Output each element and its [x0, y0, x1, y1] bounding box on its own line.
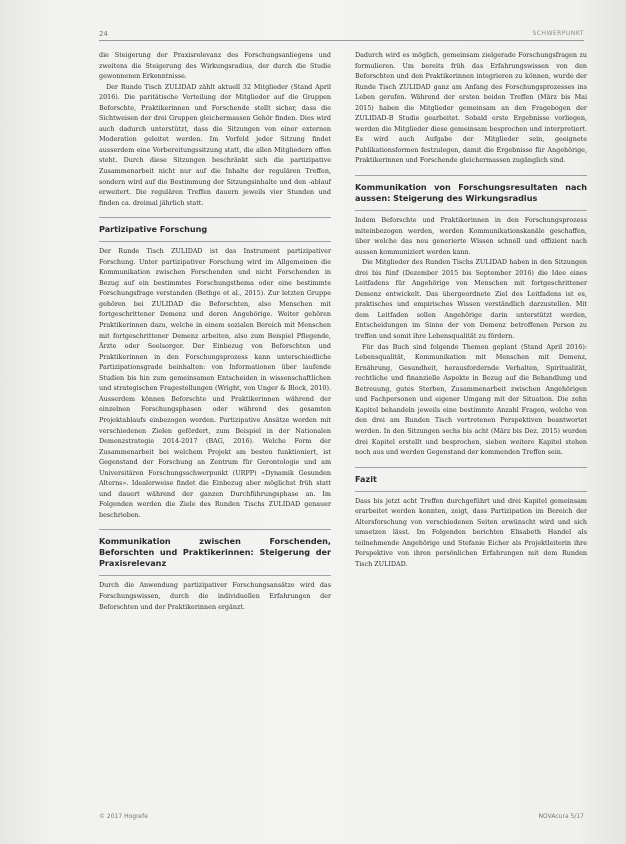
section-divider: [355, 210, 587, 211]
page-number: 24: [99, 30, 108, 38]
left-paragraph-4: Durch die Anwendung partizipativer Forschungsansätze wird das Forschungswissen, durch die individuellen Erfahrungen der Beforschten und der Praktikerinnen ergänzt.: [99, 581, 331, 611]
footer-journal: NOVAcura 5/17: [538, 813, 584, 820]
heading-communication-practice: Kommunikation zwischen Forschenden, Beforschten und Praktikerinnen: Steigerung der Praxisrelevanz: [99, 536, 331, 569]
section-divider: [99, 575, 331, 576]
right-paragraph-3: Die Mitglieder des Runden Tischs ZULIDAD haben in den Sitzungen drei bis fünf (Dezember 2015 bis September 2016) die Idee eines Leitfadens für Angehörige von Menschen mit fortgeschrittener Demenz entwickelt. Das übergeordnete Ziel des Leitfadens ist es, praktisches und empirisches Wissen verständlich darzustellen. Mit dem Leitfaden sollen Angehörige darin unterstützt werden, Entscheidungen im Sinne der von Demenz betroffenen Person zu treffen und somit ihre Lebensqualität zu fördern.: [355, 258, 587, 341]
section-divider: [355, 491, 587, 492]
section-divider: [355, 175, 587, 176]
section-divider: [99, 217, 331, 218]
right-paragraph-1: Dadurch wird es möglich, gemeinsam zielgerade Forschungsfragen zu formulieren. Um bereits früh das Erfahrungswissen von den Beforschten und den Praktikerinnen integrieren zu können, wurde der Runde Tisch ZULIDAD ganz am Anfang des Forschungsprozesses ins Leben gerufen. Während der ersten beiden Treffen (März bis Mai 2015) haben die Mitglieder gemeinsam an den Fragebogen der ZULIDAD-B Studie gearbeitet. Sobald erste Ergebnisse vorliegen, werden die Mitglieder diese gemeinsam besprochen und interpretiert. Es wird auch Aufgabe der Mitglieder sein, geeignete Publikationsformen festzulegen, damit die Ergebnisse für Angehörige, Praktikerinnen und Forschende gleichermassen zugänglich sind.: [355, 51, 587, 165]
section-divider: [99, 241, 331, 242]
right-column: [355, 50, 587, 569]
section-divider: [355, 467, 587, 468]
left-paragraph-1: die Steigerung der Praxisrelevanz des Forschungsanliegens und zweitens die Steigerung des Wirkungsradius, der durch die Studie gewonnenen Erkenntnisse.: [99, 51, 331, 81]
left-paragraph-3: Der Runde Tisch ZULIDAD ist das Instrument partizipativer Forschung. Unter partizipativer Forschung wird im Allgemeinen die Kommunikation zwischen Forschenden und nicht Forschenden in Bezug auf ein bestimmtes Forschungsthema oder eine bestimmte Forschungsfrage verstanden (Bethge et al., 2015). Zur letzten Gruppe gehören bei ZULIDAD die Beforschten, also Menschen mit fortgeschrittener Demenz und deren Angehörige. Weiter gehören Praktikerinnen dazu, welche in einem sozialen Bereich mit Menschen mit fortgeschrittener Demenz arbeiten, also zum Beispiel Pflegende, Ärzte oder Seelsorger. Der Einbezug von Beforschten und Praktikerinnen in den Forschungsprozess kann unterschiedliche Partizipationsgrade beinhalten: von Informationen über laufende Studien bis hin zum gemeinsamen Entscheiden in wissenschaftlichen und strategischen Fragestellungen (Wright, von Unger & Block, 2010). Ausserdem können Beforschte und Praktikerinnen während der einzelnen Forschungsphasen oder während des gesamten Projektablaufs einbezogen werden. Partizipative Ansätze werden mit verschiedenen Zielen gefördert, zum Beispiel in der Nationalen Demenzstrategie 2014-2017 (BAG, 2016). Welche Form der Zusammenarbeit bei welchem Projekt am besten funktioniert, ist Gegenstand der Forschung an Zentrum für Gerontologie und am Universitären Forschungsschwerpunkt (URPP) «Dynamik Gesunden Alterns». Idealerweise findet die Einbezug aber möglichst früh statt und dauert während der ganzen Durchführungsphase an. Im Folgenden werden die Ziele des Runden Tischs ZULIDAD genauer beschrieben.: [99, 247, 331, 519]
right-paragraph-5: Dass bis jetzt acht Treffen durchgeführt und drei Kapitel gemeinsam erarbeitet werden konnten, zeigt, dass Partizipation im Bereich der Altersforschung von verschiedenen Seiten erwünscht wird und sich umsetzen lässt. Im Folgenden berichten Elisabeth Handel als teilnehmende Angehörige und Stefanie Eicher als Projektleiterin ihre Perspektive von ihren persönlichen Erfahrungen mit dem Runden Tisch ZULIDAD.: [355, 496, 587, 568]
section-divider: [99, 529, 331, 530]
footer-copyright: © 2017 Hogrefe: [99, 813, 148, 820]
right-paragraph-4: Für das Buch sind folgende Themen geplant (Stand April 2016): Lebensqualität, Kommunikation mit Menschen mit Demenz, Ernährung, Gesundheit, herausfordernde Verhalten, Spiritualität, rechtliche und finanzielle Aspekte in Bezug auf die Behandlung und Betreuung, gutes Sterben, Zusammenarbeit zwischen Angehörigen und Fachpersonen und eigener Umgang mit der Situation. Die zehn Kapitel behandeln jeweils eine bestimmte Anzahl Fragen, welche von den drei am Runden Tisch vertretenen Perspektiven beantwortet werden. In den Sitzungen sechs bis acht (März bis Dez. 2015) wurden drei Kapitel erstellt und besprochen, sieben weitere Kapitel stehen noch aus und werden Gegenstand der kommenden Treffen sein.: [355, 342, 587, 457]
left-column: [99, 50, 331, 612]
section-label: SCHWERPUNKT: [532, 30, 584, 37]
heading-conclusion: Fazit: [355, 473, 377, 484]
heading-participative-research: Partizipative Forschung: [99, 224, 208, 235]
header-rule: [99, 40, 584, 41]
heading-communication-outreach: Kommunikation von Forschungsresultaten nach aussen: Steigerung des Wirkungsradius: [355, 182, 587, 204]
right-paragraph-2: Indem Beforschte und Praktikerinnen in den Forschungsprozess miteinbezogen werden, werden Kommunikationskanäle geschaffen, über welche das neu generierte Wissen schnell und effizient nach aussen kommuniziert werden kann.: [355, 216, 587, 256]
left-paragraph-2: Der Runde Tisch ZULIDAD zählt aktuell 32 Mitglieder (Stand April 2016). Die paritätische Verteilung der Mitglieder auf die Gruppen Beforschte, Praktikerinnen und Forschende stellt sicher, dass die Sichtweisen der drei Gruppen gleichermassen Gehör finden. Dies wird auch dadurch unterstützt, dass die Sitzungen von einer externen Moderation geleitet werden. Im Vorfeld jeder Sitzung findet ausserdem eine Vorbereitungssitzung statt, die allen Mitgliedern offen steht. Durch diese Sitzungen beschränkt sich die partizipative Zusammenarbeit nicht nur auf die Inhalte der regulären Treffen, sondern wird auf die Bestimmung der Sitzungsinhalte und den -ablauf erweitert. Die regulären Treffen dauern jeweils vier Stunden und finden ca. dreimal jährlich statt.: [99, 82, 331, 207]
